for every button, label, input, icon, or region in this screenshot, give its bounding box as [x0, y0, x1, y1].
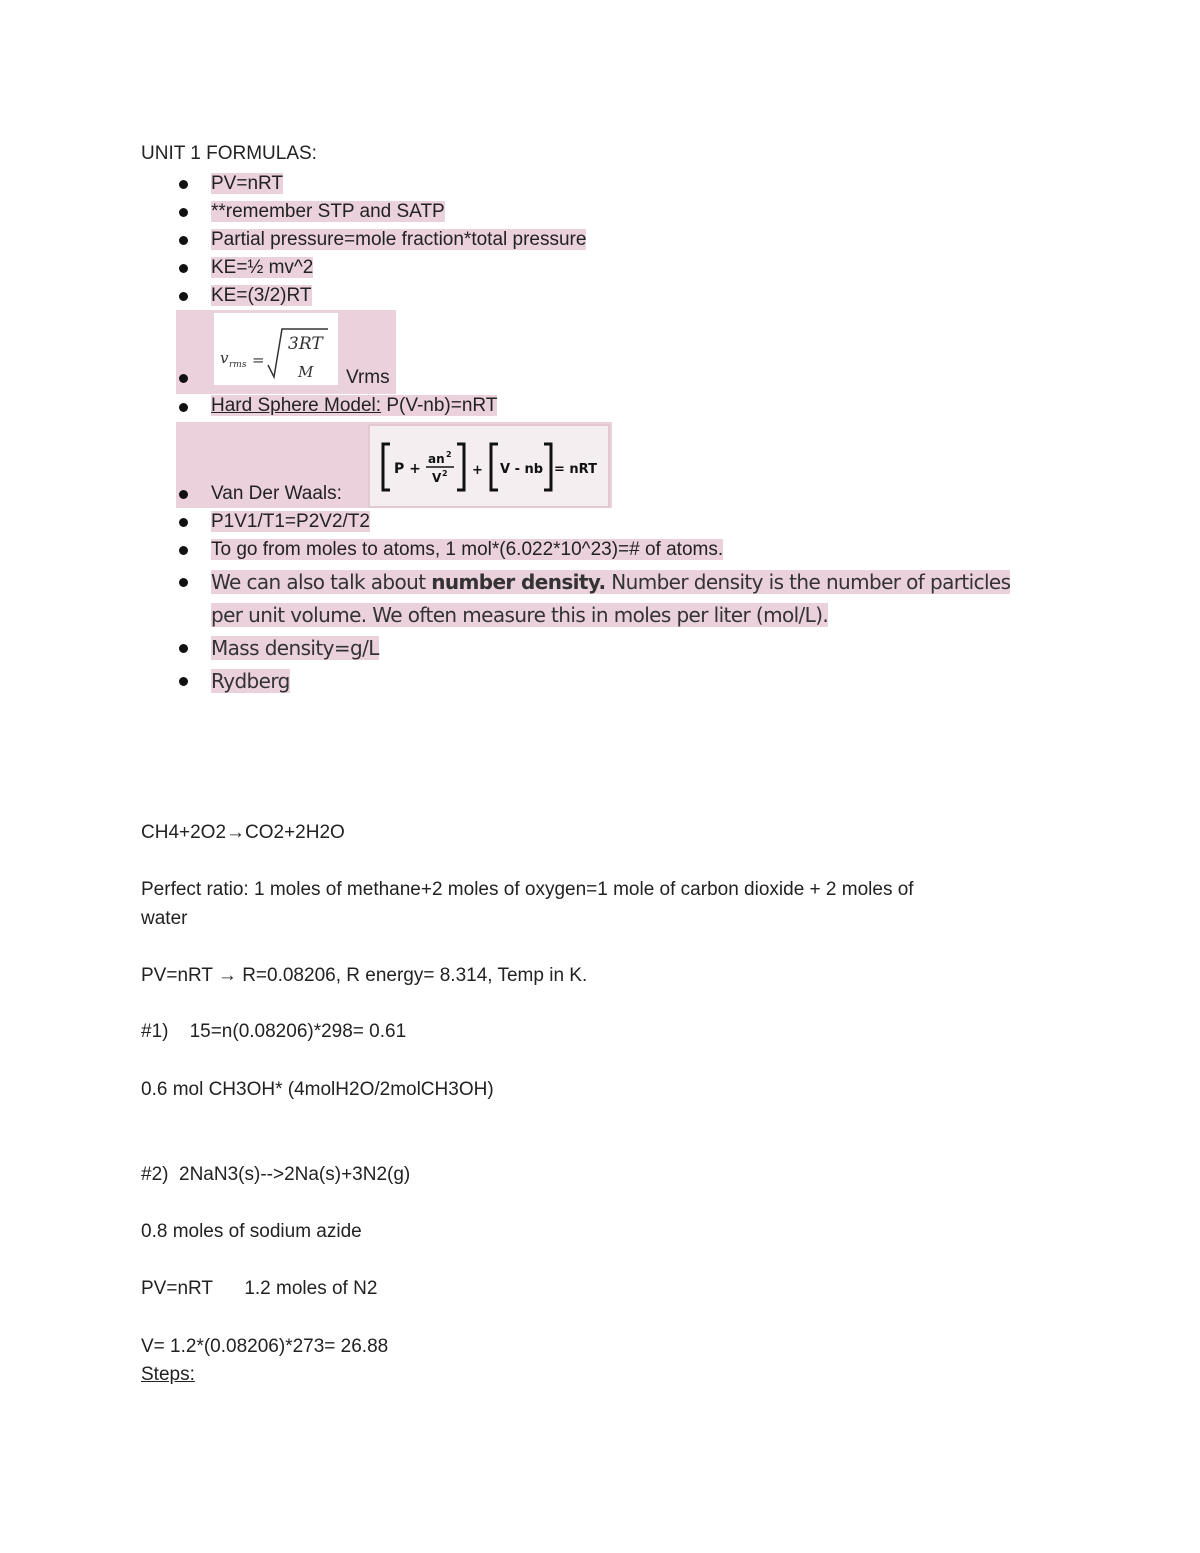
list-item: PV=nRT: [176, 170, 1076, 198]
van-der-waals-equation-image: [368, 424, 610, 508]
bullet-icon: [179, 677, 188, 686]
unit-title: UNIT 1 FORMULAS:: [141, 143, 317, 164]
svg-text:v: v: [220, 349, 229, 367]
svg-text:3RT: 3RT: [288, 334, 323, 354]
list-item: P1V1/T1=P2V2/T2: [176, 508, 1076, 536]
ratio-line-2: water: [141, 908, 188, 929]
bullet-icon: [179, 292, 188, 301]
bullet-icon: [179, 644, 188, 653]
svg-text:V: V: [432, 471, 442, 485]
list-item: Rydberg: [176, 665, 1076, 698]
bullet-icon: [179, 180, 188, 189]
list-item-hard-sphere: Hard Sphere Model: P(V-nb)=nRT: [176, 392, 1076, 422]
svg-text:= nRT: = nRT: [554, 462, 597, 477]
bullet-icon: [179, 578, 188, 587]
van-der-waals-equation-graphic: [370, 426, 608, 506]
problem-2-nrt: PV=nRT 1.2 moles of N2: [141, 1278, 378, 1299]
list-item: **remember STP and SATP: [176, 198, 1076, 226]
bullet-icon: [179, 374, 188, 383]
bullet-icon: [179, 264, 188, 273]
problem-1: #1) 15=n(0.08206)*298= 0.61: [141, 1021, 407, 1042]
steps-heading: Steps:: [141, 1364, 195, 1385]
vrms-label: Vrms: [346, 367, 390, 388]
svg-text:2: 2: [442, 469, 448, 478]
list-item: To go from moles to atoms, 1 mol*(6.022*10^23)=# of atoms.: [176, 536, 1076, 566]
svg-text:=: =: [252, 351, 265, 369]
bullet-icon: [179, 546, 188, 555]
bullet-icon: [179, 208, 188, 217]
problem-1-step: 0.6 mol CH3OH* (4molH2O/2molCH3OH): [141, 1079, 494, 1100]
vrms-row: [176, 310, 396, 394]
svg-text:M: M: [298, 363, 314, 381]
list-item: KE=½ mv^2: [176, 254, 1076, 282]
problem-2: #2) 2NaN3(s)-->2Na(s)+3N2(g): [141, 1164, 411, 1185]
svg-text:V - nb: V - nb: [500, 462, 544, 477]
list-item: KE=(3/2)RT: [176, 282, 1076, 310]
svg-text:2: 2: [446, 450, 452, 459]
svg-text:+: +: [472, 463, 483, 478]
bullet-icon: [179, 236, 188, 245]
svg-text:an: an: [428, 452, 445, 466]
van-der-waals-row: [176, 422, 612, 508]
svg-text:rms: rms: [229, 360, 247, 370]
bullet-icon: [179, 403, 188, 412]
formula-list: [176, 170, 1076, 698]
problem-2-volume: V= 1.2*(0.08206)*273= 26.88: [141, 1336, 389, 1357]
problem-2-moles: 0.8 moles of sodium azide: [141, 1221, 362, 1242]
ratio-line-1: Perfect ratio: 1 moles of methane+2 moles of oxygen=1 mole of carbon dioxide + 2 moles of: [141, 879, 914, 900]
bullet-icon: [179, 490, 188, 499]
list-item: Mass density=g/L: [176, 632, 1076, 665]
vrms-formula-graphic: [214, 313, 338, 385]
list-item: Partial pressure=mole fraction*total pressure: [176, 226, 1076, 254]
vrms-formula-image: [214, 313, 338, 385]
van-der-waals-label: Van Der Waals:: [211, 483, 342, 504]
bullet-icon: [179, 518, 188, 527]
list-item-number-density: We can also talk about number density. Number density is the number of particles per unit volume. We often measure this in moles per liter (mol/L).: [176, 566, 1076, 632]
ideal-gas-text: PV=nRT → R=0.08206, R energy= 8.314, Temp in K.: [141, 965, 588, 986]
reaction-text: CH4+2O2→CO2+2H2O: [141, 822, 345, 843]
svg-text:P +: P +: [394, 461, 421, 477]
